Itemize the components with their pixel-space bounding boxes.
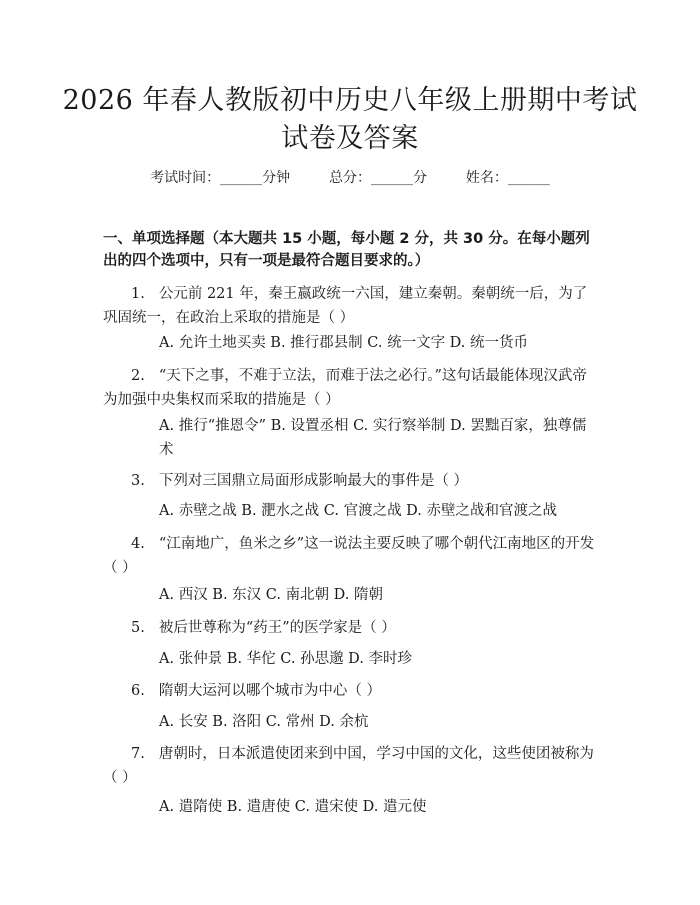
question-number: 1. <box>131 286 145 302</box>
question-3-options <box>103 499 600 523</box>
question-number: 2. <box>131 368 145 384</box>
name-field: 姓名：______ <box>465 170 550 186</box>
exam-time-field: 考试时间：______分钟 <box>150 170 291 186</box>
question-1 <box>103 282 600 330</box>
question-stem: 下列对三国鼎立局面形成影响最大的事件是（ ） <box>158 473 468 489</box>
question-7 <box>103 742 600 790</box>
question-stem: “天下之事，不难于立法，而难于法之必行。”这句话最能体现汉武帝为加强中央集权而采取的措施是（ ） <box>103 368 587 408</box>
exam-meta <box>0 168 700 188</box>
question-4-options <box>103 583 600 607</box>
question-3 <box>103 469 600 493</box>
section-heading: 一、单项选择题（本大题共 15 小题，每小题 2 分，共 30 分。在每小题列出的四个选项中，只有一项是最符合题目要求的。） <box>103 231 590 269</box>
options-text: A. 推行“推恩令” B. 设置丞相 C. 实行察举制 D. 罢黜百家，独尊儒术 <box>159 418 587 458</box>
options-text: A. 西汉 B. 东汉 C. 南北朝 D. 隋朝 <box>159 587 384 603</box>
options-text: A. 遣隋使 B. 遣唐使 C. 遣宋使 D. 遣元使 <box>159 799 427 815</box>
page-title: 2026 年春人教版初中历史八年级上册期中考试试卷及答案 <box>62 85 638 154</box>
question-number: 3. <box>131 473 145 489</box>
question-6 <box>103 679 600 703</box>
options-text: A. 允许土地买卖 B. 推行郡县制 C. 统一文字 D. 统一货币 <box>159 335 529 351</box>
question-number: 4. <box>131 536 145 552</box>
question-2 <box>103 364 600 412</box>
options-text: A. 赤壁之战 B. 淝水之战 C. 官渡之战 D. 赤壁之战和官渡之战 <box>159 503 558 519</box>
question-2-options <box>103 414 600 462</box>
question-7-options <box>103 795 600 819</box>
question-number: 6. <box>131 683 145 699</box>
question-number: 7. <box>131 746 145 762</box>
question-4 <box>103 532 600 580</box>
question-stem: 公元前 221 年，秦王嬴政统一六国，建立秦朝。秦朝统一后，为了巩固统一，在政治上采取的措施是（ ） <box>103 286 588 326</box>
options-text: A. 张仲景 B. 华佗 C. 孙思邈 D. 李时珍 <box>159 651 413 667</box>
question-stem: 唐朝时，日本派遣使团来到中国，学习中国的文化，这些使团被称为（ ） <box>103 746 594 786</box>
question-stem: 被后世尊称为“药王”的医学家是（ ） <box>158 620 396 636</box>
question-stem: “江南地广，鱼米之乡”这一说法主要反映了哪个朝代江南地区的开发（ ） <box>103 536 595 576</box>
question-5 <box>103 616 600 640</box>
question-6-options <box>103 710 600 734</box>
question-number: 5. <box>131 620 145 636</box>
total-score-field: 总分：______分 <box>329 170 427 186</box>
options-text: A. 长安 B. 洛阳 C. 常州 D. 余杭 <box>159 714 369 730</box>
question-5-options <box>103 647 600 671</box>
question-1-options <box>103 331 600 355</box>
question-stem: 隋朝大运河以哪个城市为中心（ ） <box>158 683 381 699</box>
